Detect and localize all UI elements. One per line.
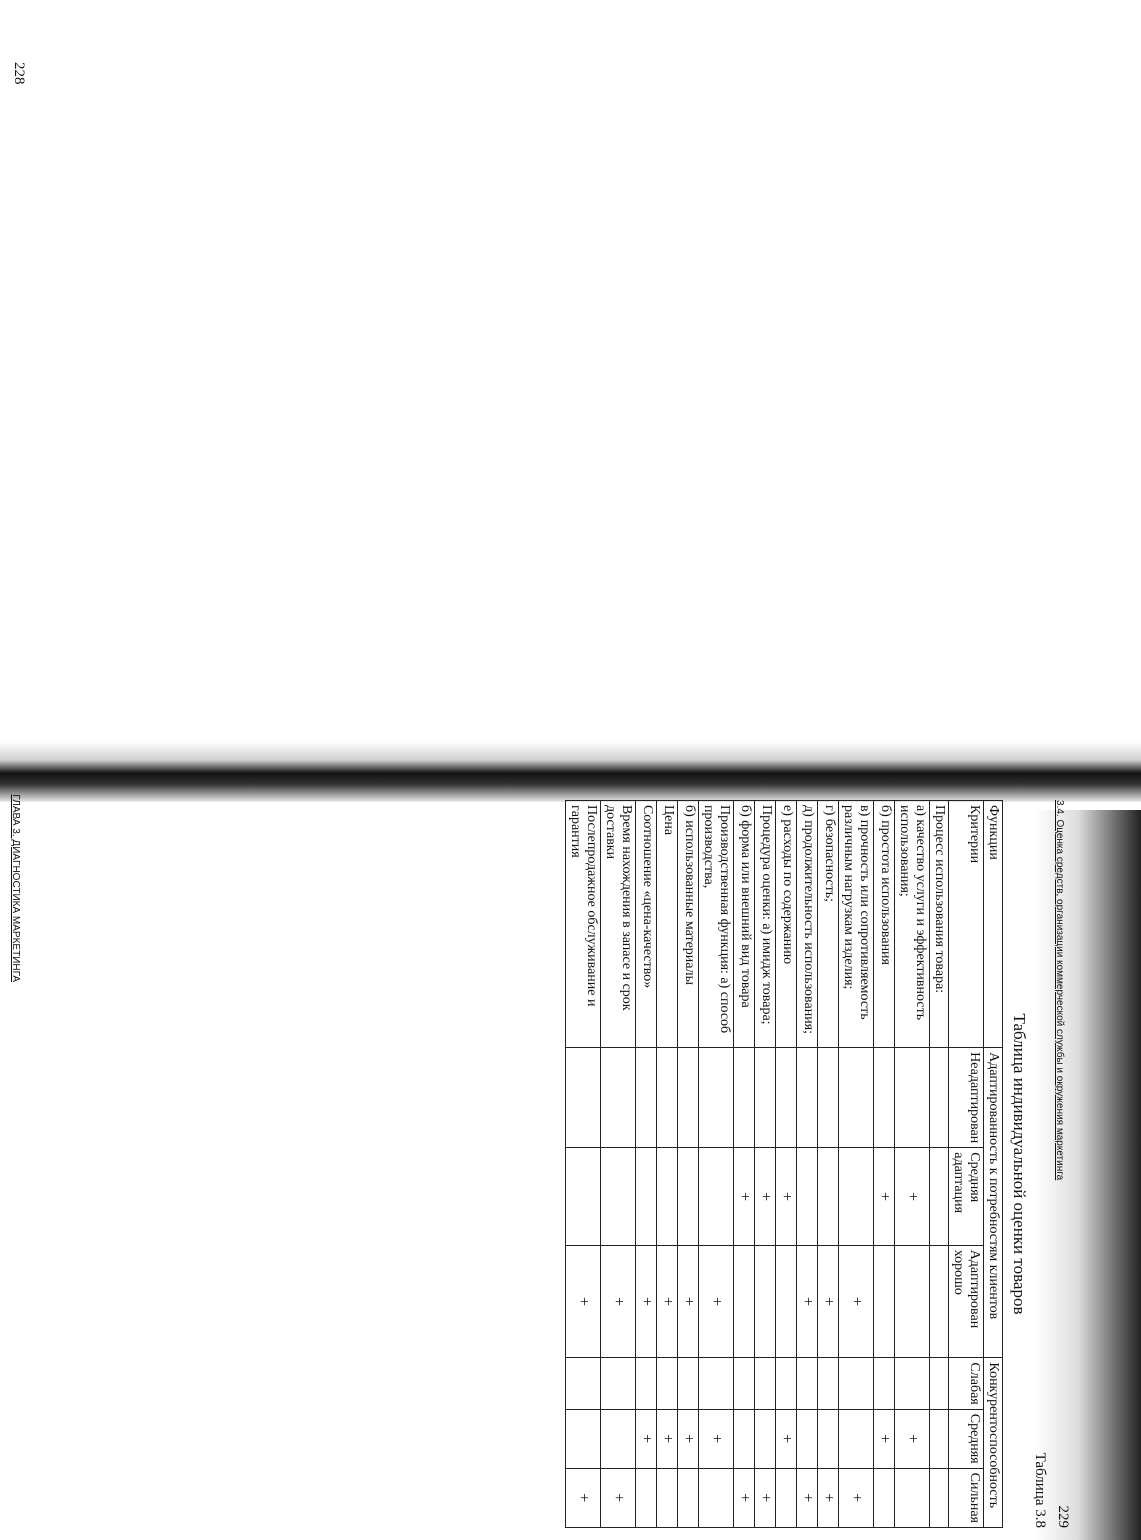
mark-cell: + (776, 1148, 797, 1245)
column-header-criteria: Критерии (949, 801, 984, 1048)
mark-cell (776, 1048, 797, 1148)
mark-cell (776, 1468, 797, 1527)
criterion-cell: а) качество услуги и эффективность использования; (895, 801, 930, 1048)
table-row (874, 801, 895, 1528)
table-row (797, 801, 818, 1528)
mark-cell (797, 1409, 818, 1468)
criterion-cell: Послепродажное обслуживание и гарантия (566, 801, 601, 1048)
mark-cell: + (657, 1245, 678, 1358)
mark-cell (734, 1409, 755, 1468)
mark-cell (930, 1468, 949, 1527)
mark-cell (699, 1468, 734, 1527)
mark-cell: + (678, 1245, 699, 1358)
mark-cell: + (797, 1468, 818, 1527)
mark-cell (839, 1358, 874, 1409)
mark-cell (797, 1358, 818, 1409)
mark-cell (839, 1409, 874, 1468)
table-body (566, 801, 949, 1528)
mark-cell: + (657, 1409, 678, 1468)
column-group-adaptation: Адаптированность к потребностям клиентов (984, 1048, 1003, 1358)
mark-cell (601, 1409, 636, 1468)
mark-cell (601, 1148, 636, 1245)
criterion-cell: б) простота использования (874, 801, 895, 1048)
mark-cell: + (566, 1245, 601, 1358)
mark-cell: + (699, 1245, 734, 1358)
table-row (818, 801, 839, 1528)
mark-cell: + (678, 1409, 699, 1468)
criterion-cell: д) продолжительность использования; (797, 801, 818, 1048)
mark-cell (699, 1358, 734, 1409)
column-group-competitiveness: Конкурентоспособность (984, 1358, 1003, 1528)
mark-cell (566, 1409, 601, 1468)
mark-cell (930, 1409, 949, 1468)
mark-cell: + (839, 1468, 874, 1527)
mark-cell (839, 1148, 874, 1245)
criterion-cell: Процесс использования товара: (930, 801, 949, 1048)
mark-cell: + (797, 1245, 818, 1358)
criterion-cell: б) форма или внешний вид товара (734, 801, 755, 1048)
mark-cell (874, 1245, 895, 1358)
mark-cell (930, 1148, 949, 1245)
mark-cell (797, 1048, 818, 1148)
table-row (895, 801, 930, 1528)
mark-cell: + (734, 1468, 755, 1527)
mark-cell (566, 1148, 601, 1245)
mark-cell: + (755, 1148, 776, 1245)
text-line (0, 62, 4, 982)
mark-cell (818, 1148, 839, 1245)
mark-cell (776, 1358, 797, 1409)
mark-cell: + (818, 1468, 839, 1527)
mark-cell: + (818, 1245, 839, 1358)
mark-cell (930, 1245, 949, 1358)
table-row (678, 801, 699, 1528)
criterion-cell: е) расходы по содержанию (776, 801, 797, 1048)
column-header: Неадаптирован (949, 1048, 984, 1148)
mark-cell (874, 1468, 895, 1527)
mark-cell: + (776, 1409, 797, 1468)
mark-cell (895, 1048, 930, 1148)
mark-cell: + (636, 1245, 657, 1358)
table-row (930, 801, 949, 1528)
page-number: 229 (1055, 1505, 1071, 1528)
mark-cell (755, 1245, 776, 1358)
table-row (776, 801, 797, 1528)
mark-cell (601, 1048, 636, 1148)
criterion-cell: б) использованные материалы (678, 801, 699, 1048)
criterion-cell: Производственная функция: а) способ производства, (699, 801, 734, 1048)
mark-cell (636, 1048, 657, 1148)
column-header: Адаптирован хорошо (949, 1245, 984, 1358)
mark-cell (734, 1048, 755, 1148)
table-label: Таблица 3.8 (1032, 1452, 1048, 1528)
mark-cell (755, 1358, 776, 1409)
column-header: Средняя (949, 1409, 984, 1468)
mark-cell (895, 1245, 930, 1358)
mark-cell: + (874, 1409, 895, 1468)
page-229 (46, 800, 1076, 1528)
table-row (636, 801, 657, 1528)
mark-cell: + (601, 1468, 636, 1527)
mark-cell (755, 1048, 776, 1148)
mark-cell (874, 1048, 895, 1148)
mark-cell (734, 1358, 755, 1409)
mark-cell (776, 1245, 797, 1358)
mark-cell: + (895, 1409, 930, 1468)
mark-cell (678, 1148, 699, 1245)
mark-cell: + (755, 1468, 776, 1527)
mark-cell (818, 1409, 839, 1468)
mark-cell (678, 1358, 699, 1409)
mark-cell: + (734, 1148, 755, 1245)
mark-cell (678, 1468, 699, 1527)
mark-cell (818, 1358, 839, 1409)
mark-cell (755, 1409, 776, 1468)
evaluation-table (565, 800, 1003, 1528)
page-228 (0, 62, 34, 982)
mark-cell (657, 1048, 678, 1148)
table-row (566, 801, 601, 1528)
mark-cell: + (636, 1409, 657, 1468)
mark-cell (895, 1468, 930, 1527)
mark-cell (930, 1048, 949, 1148)
mark-cell (601, 1358, 636, 1409)
mark-cell (636, 1148, 657, 1245)
mark-cell (636, 1358, 657, 1409)
mark-cell (895, 1358, 930, 1409)
table-row (699, 801, 734, 1528)
mark-cell: + (699, 1409, 734, 1468)
mark-cell (657, 1148, 678, 1245)
mark-cell: + (895, 1148, 930, 1245)
criterion-cell: Цена (657, 801, 678, 1048)
mark-cell (566, 1048, 601, 1148)
column-header: Средняя адаптация (949, 1148, 984, 1245)
mark-cell (930, 1358, 949, 1409)
book-gutter-shadow (0, 742, 1141, 802)
column-header-functions: Функции (984, 801, 1003, 1048)
mark-cell (699, 1148, 734, 1245)
running-head: 3.4. Оценка средств, организации коммерческой службы и окружения маркетинга (1054, 800, 1065, 1181)
mark-cell: + (601, 1245, 636, 1358)
criterion-cell: Процедура оценки: а) имидж товара; (755, 801, 776, 1048)
mark-cell: + (874, 1148, 895, 1245)
mark-cell (797, 1148, 818, 1245)
mark-cell (566, 1358, 601, 1409)
criterion-cell: Время нахождения в запасе и срок доставки (601, 801, 636, 1048)
mark-cell (874, 1358, 895, 1409)
criterion-cell: г) безопасность; (818, 801, 839, 1048)
column-header: Слабая (949, 1358, 984, 1409)
table-row (734, 801, 755, 1528)
mark-cell (818, 1048, 839, 1148)
mark-cell (657, 1468, 678, 1527)
mark-cell (699, 1048, 734, 1148)
column-header: Сильная (949, 1468, 984, 1527)
table-row (601, 801, 636, 1528)
mark-cell (657, 1358, 678, 1409)
table-row (839, 801, 874, 1528)
table-caption: Таблица индивидуальной оценки товаров (1010, 1013, 1029, 1315)
running-head: ГЛАВА 3. ДИАГНОСТИКА МАРКЕТИНГА (10, 794, 21, 982)
mark-cell: + (566, 1468, 601, 1527)
mark-cell (636, 1468, 657, 1527)
mark-cell (678, 1048, 699, 1148)
criterion-cell: Соотношение «цена-качество» (636, 801, 657, 1048)
page-number: 228 (11, 62, 27, 85)
mark-cell (734, 1245, 755, 1358)
table-row (755, 801, 776, 1528)
mark-cell: + (839, 1245, 874, 1358)
mark-cell (839, 1048, 874, 1148)
criterion-cell: в) прочность или сопротивляемость различным нагрузкам изделия; (839, 801, 874, 1048)
table-row (657, 801, 678, 1528)
